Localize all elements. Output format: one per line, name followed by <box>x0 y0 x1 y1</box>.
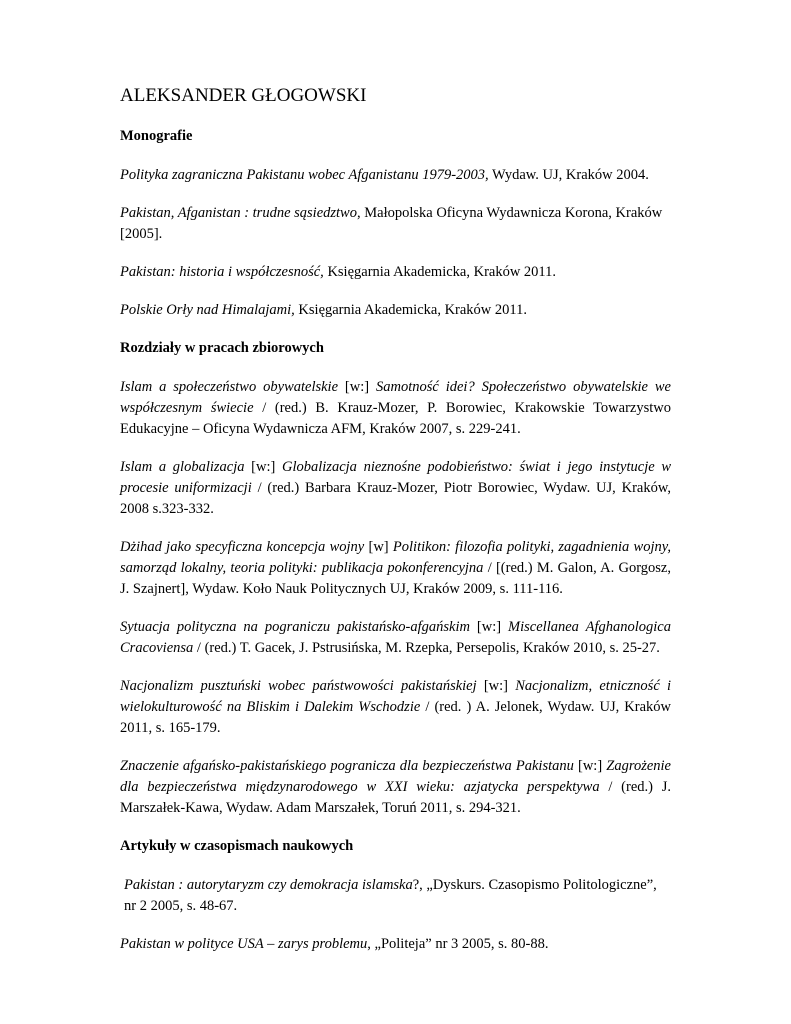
entry-in-marker: [w:] <box>244 459 282 475</box>
entry-details: / [(red.) M. Galon, A. Gorgosz, J. Szajnert], Wydaw. Koło Nauk Politycznych UJ, Kraków 2009, s. 111-116. <box>120 560 671 597</box>
bibliography-entry <box>120 300 671 321</box>
entry-in-marker: [w:] <box>476 678 516 694</box>
entry-title: Nacjonalizm pusztuński wobec państwowości pakistańskiej <box>120 678 477 694</box>
entry-details: / (red. ) A. Jelonek, Wydaw. UJ, Kraków 2011, s. 165-179. <box>120 699 671 736</box>
bibliography-entry <box>120 262 671 283</box>
bibliography-entry <box>120 676 671 739</box>
bibliography-entry <box>120 617 671 659</box>
bibliography-entry <box>120 203 671 245</box>
entry-source: Politikon: filozofia polityki, zagadnienia wojny, samorząd lokalny, teoria polityki: publikacja pokonferencyjna <box>120 539 671 576</box>
entry-details: / (red.) T. Gacek, J. Pstrusińska, M. Rzepka, Persepolis, Kraków 2010, s. 25-27. <box>193 640 660 656</box>
entry-source: Zagrożenie dla bezpieczeństwa międzynarodowego w XXI wieku: azjatycka perspektywa <box>120 758 671 795</box>
entry-in-marker: [w] <box>364 539 393 555</box>
section-heading-monografie: Monografie <box>120 128 193 144</box>
section-heading-artykuly: Artykuły w czasopismach naukowych <box>120 838 354 854</box>
entry-details: Księgarnia Akademicka, Kraków 2011. <box>323 264 557 280</box>
entry-in-marker: [w:] <box>573 758 607 774</box>
entry-in-marker: [w:] <box>469 619 509 635</box>
entry-title: Islam a globalizacja <box>120 459 245 475</box>
author-name: ALEKSANDER GŁOGOWSKI <box>120 85 367 106</box>
entry-details: Wydaw. UJ, Kraków 2004. <box>488 167 649 183</box>
entry-title: Dżihad jako specyficzna koncepcja wojny <box>120 539 365 555</box>
entry-title: Polityka zagraniczna Pakistanu wobec Afganistanu 1979-2003, <box>120 167 489 183</box>
entry-title: Pakistan : autorytaryzm czy demokracja islamska <box>124 877 413 893</box>
entry-in-marker: [w:] <box>338 379 376 395</box>
entry-source: Nacjonalizm, etniczność i wielokulturowość na Bliskim i Dalekim Wschodzie <box>120 678 671 715</box>
bibliography-entry <box>120 537 671 600</box>
entry-details: , „Politeja” nr 3 2005, s. 80-88. <box>367 936 549 952</box>
bibliography-entry <box>120 165 671 186</box>
entry-details: Księgarnia Akademicka, Kraków 2011. <box>294 302 527 318</box>
section-heading-rozdzialy: Rozdziały w pracach zbiorowych <box>120 340 324 356</box>
entry-details: , Małopolska Oficyna Wydawnicza Korona, Kraków [2005]. <box>120 205 663 242</box>
entry-title: Polskie Orły nad Himalajami, <box>120 302 295 318</box>
bibliography-entry <box>120 934 671 955</box>
entry-title: Pakistan: historia i współczesność, <box>120 264 324 280</box>
entry-source: Samotność idei? Społeczeństwo obywatelskie we współczesnym świecie <box>120 379 671 416</box>
entry-details: ?, „Dyskurs. Czasopismo Politologiczne”, nr 2 2005, s. 48-67. <box>124 877 657 914</box>
bibliography-entry <box>120 875 671 917</box>
document-page <box>120 84 671 972</box>
entry-title: Znaczenie afgańsko-pakistańskiego pogranicza dla bezpieczeństwa Pakistanu <box>120 758 574 774</box>
entry-details: / (red.) J. Marszałek-Kawa, Wydaw. Adam Marszałek, Toruń 2011, s. 294-321. <box>120 779 671 816</box>
bibliography-entry <box>120 377 671 440</box>
bibliography-entry <box>120 457 671 520</box>
entry-source: Globalizacja nieznośne podobieństwo: świat i jego instytucje w procesie uniformizacji <box>120 459 671 496</box>
bibliography-entry <box>120 756 671 819</box>
entry-title: Pakistan w polityce USA – zarys problemu <box>120 936 368 952</box>
entry-title: Pakistan, Afganistan : trudne sąsiedztwo <box>120 205 357 221</box>
entry-source: Miscellanea Afghanologica Cracoviensa <box>120 619 671 656</box>
entry-title: Islam a społeczeństwo obywatelskie <box>120 379 339 395</box>
entry-details: / (red.) B. Krauz-Mozer, P. Borowiec, Krakowskie Towarzystwo Edukacyjne – Oficyna Wydawnicza AFM, Kraków 2007, s. 229-241. <box>120 400 671 437</box>
entry-details: / (red.) Barbara Krauz-Mozer, Piotr Borowiec, Wydaw. UJ, Kraków, 2008 s.323-332. <box>120 480 671 517</box>
entry-title: Sytuacja polityczna na pograniczu pakistańsko-afgańskim <box>120 619 470 635</box>
